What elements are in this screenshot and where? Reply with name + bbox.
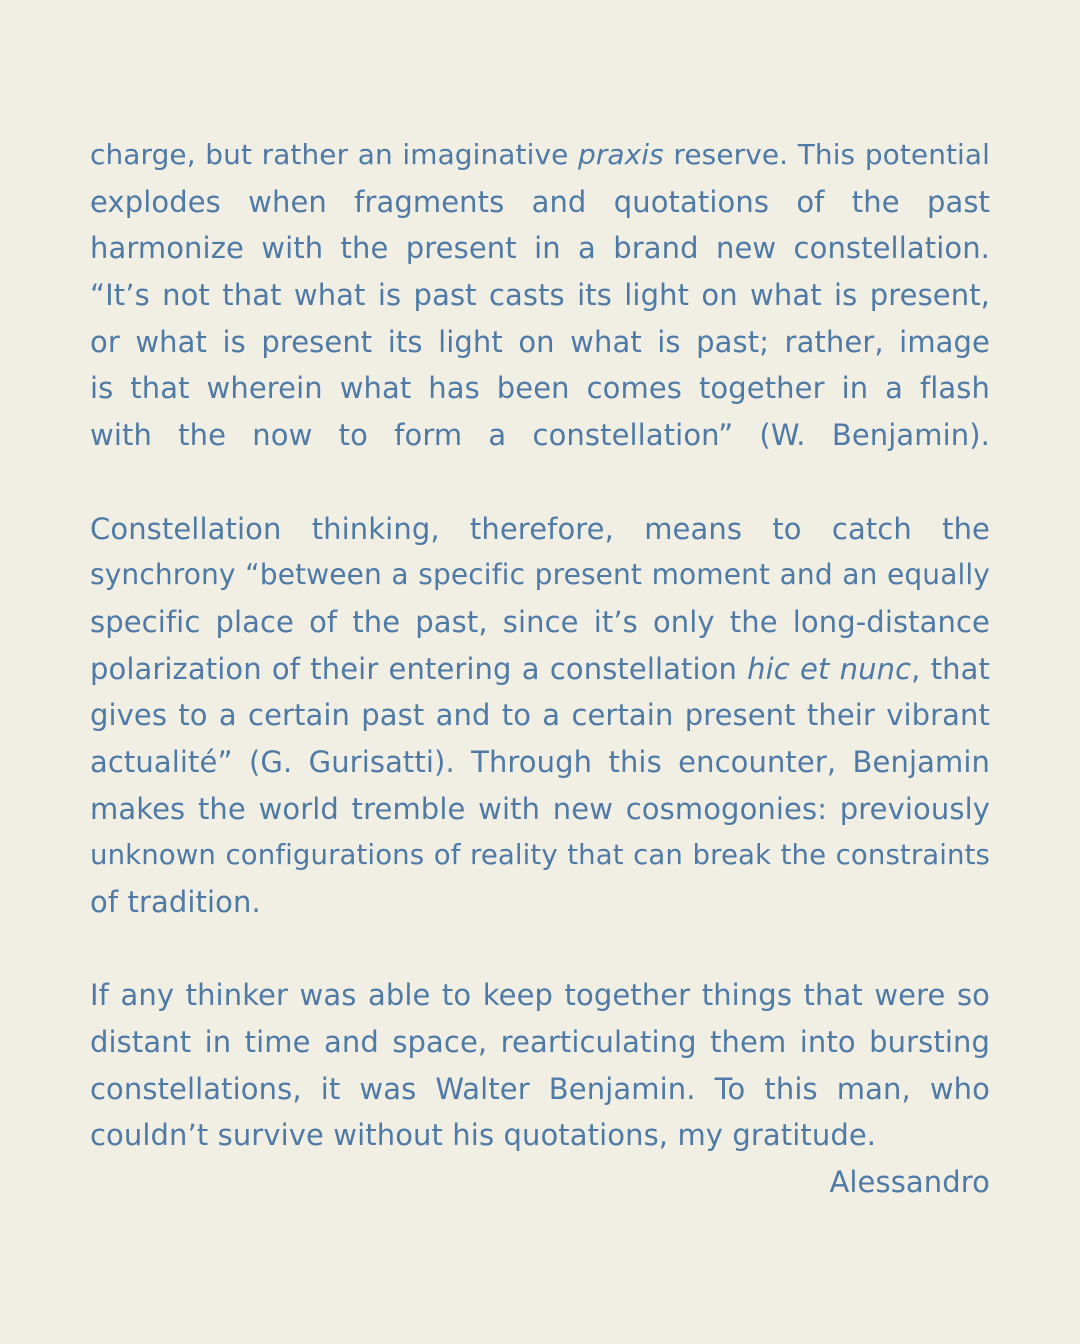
letter-body xyxy=(90,132,990,1206)
text-line: polarization of their entering a constellation hic et nunc, that xyxy=(90,651,990,686)
text-line: or what is present its light on what is past; rather, image xyxy=(90,324,990,359)
text-line: gives to a certain past and to a certain present their vibrant xyxy=(90,698,990,733)
text-line: synchrony “between a specific present moment and an equally xyxy=(90,558,990,592)
text-line: with the now to form a constellation” (W. Benjamin). xyxy=(90,418,990,453)
text-line: explodes when fragments and quotations of the past xyxy=(90,184,990,219)
text-line: distant in time and space, rearticulating them into bursting xyxy=(90,1025,990,1060)
text-line: “It’s not that what is past casts its light on what is present, xyxy=(90,278,990,313)
paragraph-spacer xyxy=(90,926,990,973)
text-line: Constellation thinking, therefore, means to catch the xyxy=(90,511,990,546)
signature: Alessandro xyxy=(829,1165,990,1200)
text-line: actualité” (G. Gurisatti). Through this encounter, Benjamin xyxy=(90,744,990,779)
text-line: If any thinker was able to keep together things that were so xyxy=(90,978,990,1013)
paragraph-3 xyxy=(90,972,990,1205)
text-line: constellations, it was Walter Benjamin. To this man, who xyxy=(90,1071,990,1106)
text-line: harmonize with the present in a brand new constellation. xyxy=(90,231,990,266)
text-line: charge, but rather an imaginative praxis reserve. This potential xyxy=(90,138,991,171)
text-line: couldn’t survive without his quotations, my gratitude. xyxy=(90,1118,877,1153)
italic-phrase-hic-et-nunc: hic et nunc xyxy=(747,651,912,686)
paragraph-2 xyxy=(90,506,990,926)
text-line: makes the world tremble with new cosmogonies: previously xyxy=(90,791,990,826)
text-line: of tradition. xyxy=(90,885,261,919)
italic-word-praxis: praxis xyxy=(578,138,664,171)
text-line: unknown configurations of reality that can break the constraints xyxy=(90,838,990,872)
text-line: specific place of the past, since it’s only the long-distance xyxy=(90,604,990,639)
paragraph-1 xyxy=(90,132,990,459)
paragraph-spacer xyxy=(90,459,990,506)
text-line: is that wherein what has been comes together in a flash xyxy=(90,371,990,406)
